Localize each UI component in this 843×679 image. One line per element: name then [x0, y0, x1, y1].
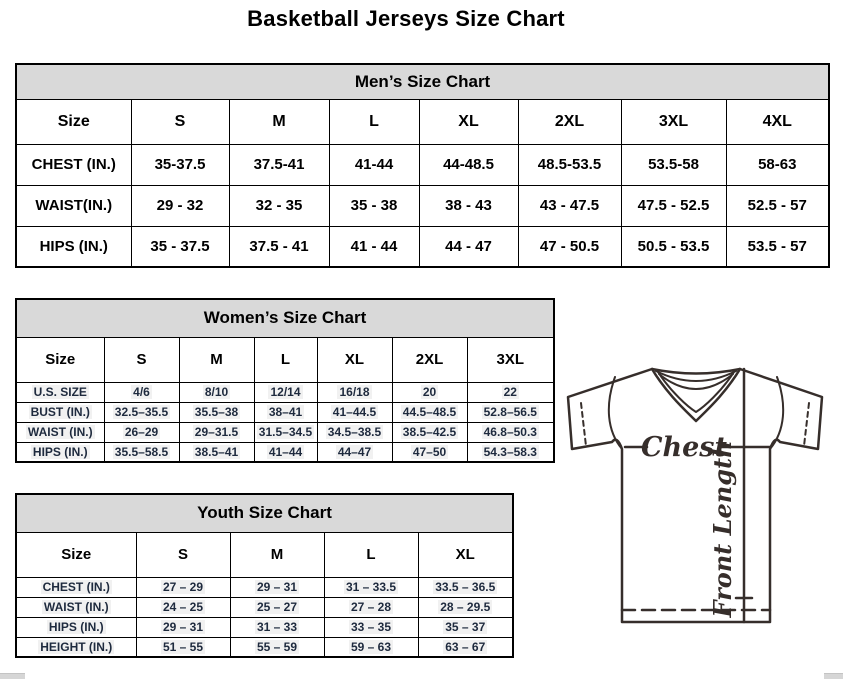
section-title: Youth Size Chart — [16, 494, 513, 532]
chest-label: Chest — [641, 432, 727, 463]
measurement-value-cell: 51 – 55 — [136, 637, 230, 657]
measurement-row-label: BUST (IN.) — [16, 402, 104, 422]
measurement-value-cell: 32 - 35 — [229, 185, 329, 226]
measurement-value-cell: 52.5 - 57 — [726, 185, 829, 226]
measurement-value-cell: 24 – 25 — [136, 597, 230, 617]
scrollbar-right-button[interactable] — [824, 673, 843, 679]
measurement-value-cell: 41 - 44 — [329, 226, 419, 267]
measurement-value-cell: 58-63 — [726, 144, 829, 185]
size-column-header: 3XL — [467, 337, 554, 382]
measurement-value-cell: 32.5–35.5 — [104, 402, 179, 422]
measurement-value-cell: 8/10 — [179, 382, 254, 402]
page-title: Basketball Jerseys Size Chart — [247, 6, 565, 31]
size-column-header: L — [329, 99, 419, 144]
size-column-header: L — [324, 532, 418, 577]
measurement-row-label: HIPS (IN.) — [16, 617, 136, 637]
measurement-value-cell: 55 – 59 — [230, 637, 324, 657]
measurement-row-label: CHEST (IN.) — [16, 144, 131, 185]
size-column-header: XL — [317, 337, 392, 382]
measurement-value-cell: 53.5-58 — [621, 144, 726, 185]
measurement-value-cell: 38–41 — [254, 402, 317, 422]
measurement-value-cell: 35-37.5 — [131, 144, 229, 185]
measurement-value-cell: 16/18 — [317, 382, 392, 402]
measurement-value-cell: 38.5–41 — [179, 442, 254, 462]
measurement-value-cell: 25 – 27 — [230, 597, 324, 617]
scrollbar-left-button[interactable] — [0, 673, 25, 679]
measurement-value-cell: 63 – 67 — [418, 637, 513, 657]
measurement-value-cell: 35.5–58.5 — [104, 442, 179, 462]
measurement-value-cell: 43 - 47.5 — [518, 185, 621, 226]
measurement-value-cell: 41-44 — [329, 144, 419, 185]
size-column-header: M — [179, 337, 254, 382]
measurement-value-cell: 20 — [392, 382, 467, 402]
measurement-value-cell: 35.5–38 — [179, 402, 254, 422]
measurement-value-cell: 29 – 31 — [230, 577, 324, 597]
measurement-value-cell: 47–50 — [392, 442, 467, 462]
measurement-value-cell: 52.8–56.5 — [467, 402, 554, 422]
measurement-row-label: HEIGHT (IN.) — [16, 637, 136, 657]
measurement-value-cell: 33.5 – 36.5 — [418, 577, 513, 597]
measurement-value-cell: 44–47 — [317, 442, 392, 462]
measurement-value-cell: 26–29 — [104, 422, 179, 442]
measurement-value-cell: 46.8–50.3 — [467, 422, 554, 442]
measurement-value-cell: 31.5–34.5 — [254, 422, 317, 442]
measurement-row-label: WAIST (IN.) — [16, 597, 136, 617]
measurement-value-cell: 41–44 — [254, 442, 317, 462]
section-title: Men’s Size Chart — [16, 64, 829, 99]
measurement-value-cell: 29–31.5 — [179, 422, 254, 442]
measurement-value-cell: 31 – 33.5 — [324, 577, 418, 597]
measurement-value-cell: 41–44.5 — [317, 402, 392, 422]
measurement-row-label: CHEST (IN.) — [16, 577, 136, 597]
measurement-value-cell: 59 – 63 — [324, 637, 418, 657]
womens-size-chart-table — [15, 298, 555, 463]
measurement-value-cell: 53.5 - 57 — [726, 226, 829, 267]
size-column-header: XL — [419, 99, 518, 144]
size-row-label: Size — [16, 337, 104, 382]
measurement-value-cell: 38 - 43 — [419, 185, 518, 226]
measurement-value-cell: 27 – 28 — [324, 597, 418, 617]
mens-size-chart-table — [15, 63, 830, 268]
size-column-header: 4XL — [726, 99, 829, 144]
front-length-label: Front Length — [708, 440, 737, 618]
measurement-row-label: HIPS (IN.) — [16, 226, 131, 267]
measurement-value-cell: 44-48.5 — [419, 144, 518, 185]
measurement-value-cell: 54.3–58.3 — [467, 442, 554, 462]
size-column-header: 2XL — [518, 99, 621, 144]
measurement-row-label: WAIST(IN.) — [16, 185, 131, 226]
measurement-value-cell: 37.5-41 — [229, 144, 329, 185]
youth-size-chart-table — [15, 493, 514, 658]
measurement-value-cell: 33 – 35 — [324, 617, 418, 637]
size-row-label: Size — [16, 532, 136, 577]
measurement-value-cell: 35 - 38 — [329, 185, 419, 226]
size-column-header: 2XL — [392, 337, 467, 382]
size-row-label: Size — [16, 99, 131, 144]
measurement-row-label: U.S. SIZE — [16, 382, 104, 402]
measurement-value-cell: 12/14 — [254, 382, 317, 402]
measurement-value-cell: 4/6 — [104, 382, 179, 402]
measurement-value-cell: 31 – 33 — [230, 617, 324, 637]
measurement-value-cell: 37.5 - 41 — [229, 226, 329, 267]
size-column-header: S — [131, 99, 229, 144]
measurement-value-cell: 44.5–48.5 — [392, 402, 467, 422]
measurement-value-cell: 50.5 - 53.5 — [621, 226, 726, 267]
size-column-header: L — [254, 337, 317, 382]
size-column-header: S — [104, 337, 179, 382]
measurement-value-cell: 22 — [467, 382, 554, 402]
measurement-value-cell: 29 – 31 — [136, 617, 230, 637]
size-column-header: S — [136, 532, 230, 577]
measurement-value-cell: 35 - 37.5 — [131, 226, 229, 267]
measurement-value-cell: 47 - 50.5 — [518, 226, 621, 267]
measurement-value-cell: 28 – 29.5 — [418, 597, 513, 617]
measurement-row-label: WAIST (IN.) — [16, 422, 104, 442]
size-column-header: M — [229, 99, 329, 144]
measurement-value-cell: 47.5 - 52.5 — [621, 185, 726, 226]
measurement-value-cell: 34.5–38.5 — [317, 422, 392, 442]
section-title: Women’s Size Chart — [16, 299, 554, 337]
measurement-value-cell: 44 - 47 — [419, 226, 518, 267]
measurement-row-label: HIPS (IN.) — [16, 442, 104, 462]
size-column-header: 3XL — [621, 99, 726, 144]
jersey-measurement-diagram — [555, 360, 835, 630]
measurement-value-cell: 38.5–42.5 — [392, 422, 467, 442]
measurement-value-cell: 35 – 37 — [418, 617, 513, 637]
measurement-value-cell: 29 - 32 — [131, 185, 229, 226]
size-column-header: XL — [418, 532, 513, 577]
measurement-value-cell: 27 – 29 — [136, 577, 230, 597]
size-column-header: M — [230, 532, 324, 577]
measurement-value-cell: 48.5-53.5 — [518, 144, 621, 185]
